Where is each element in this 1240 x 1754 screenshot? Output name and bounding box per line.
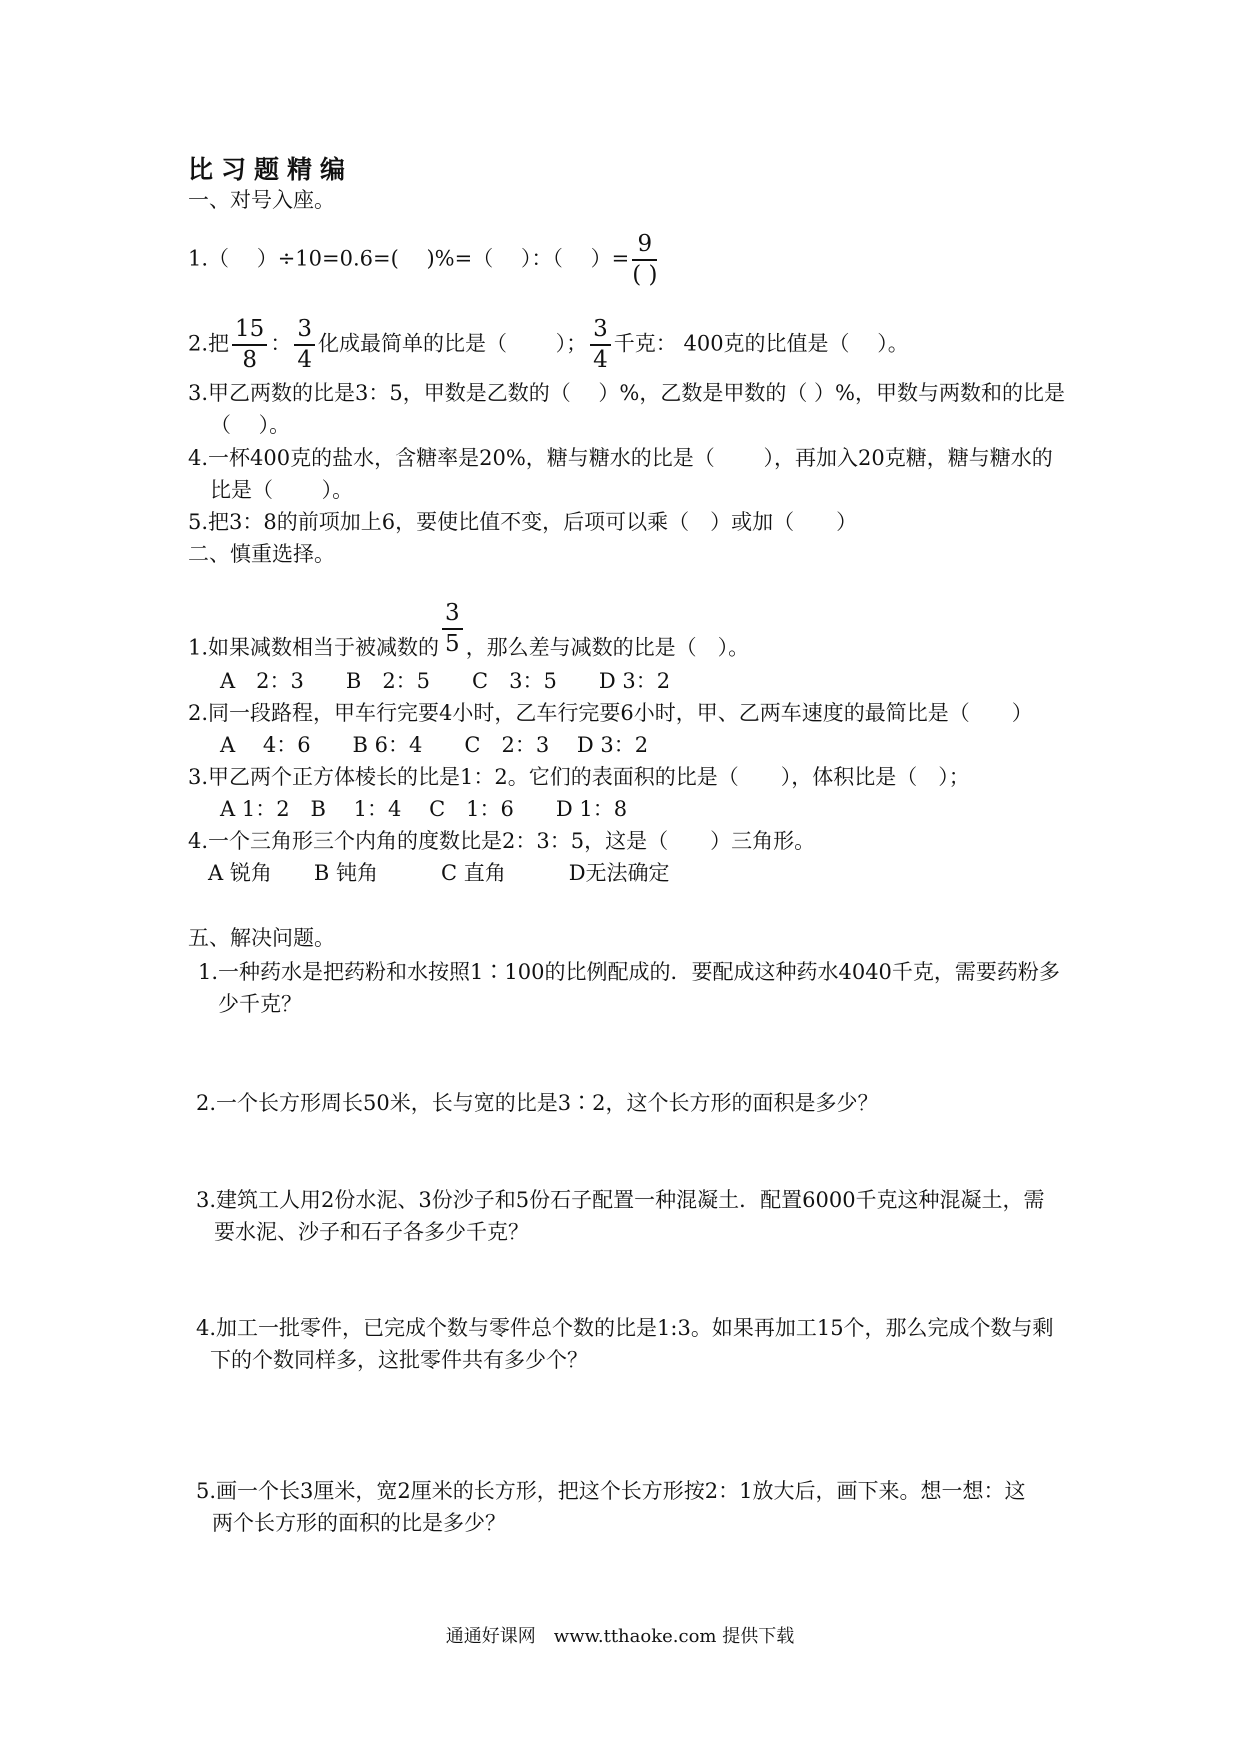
- s5-q3-line-2: 要水泥、沙子和石子各多少千克？: [214, 1220, 529, 1244]
- s1-q2-fraction-3: [590, 318, 611, 372]
- s1-q2-f1-den: 8: [242, 347, 257, 373]
- s2-q1-fraction: [442, 602, 463, 656]
- s1-question-5: 5.把3：8的前项加上6，要使比值不变，后项可以乘（ ）或加（ ）: [188, 510, 858, 534]
- s1-q2-f1-num: 15: [232, 318, 267, 346]
- s1-q2-fraction-2: [294, 318, 315, 372]
- s1-q1-fraction: [632, 233, 657, 287]
- s1-question-1: [188, 233, 660, 287]
- s2-q1-frac-den: 5: [445, 631, 460, 657]
- s1-q2-f2-den: 4: [297, 347, 312, 373]
- s5-q4-line-2: 下的个数同样多，这批零件共有多少个？: [210, 1348, 588, 1372]
- page-title: 比习题精编: [188, 155, 354, 184]
- section-5-heading: 五、解决问题。: [188, 926, 335, 950]
- s1-q1-frac-den: ( ): [632, 262, 658, 288]
- s1-q2-fraction-1: [232, 318, 267, 372]
- s1-q3-line-1: 3.甲乙两数的比是3：5，甲数是乙数的（ ）%，乙数是甲数的（ ）%，甲数与两数和的比是: [188, 381, 1066, 405]
- s1-q2-colon: ：: [270, 331, 292, 356]
- s5-q2-line-1: 2.一个长方形周长50米，长与宽的比是3∶2，这个长方形的面积是多少？: [196, 1091, 879, 1115]
- s5-q4-line-1: 4.加工一批零件，已完成个数与零件总个数的比是1:3。如果再加工15个，那么完成个数与剩: [196, 1316, 1054, 1340]
- s1-q2-pre: 2.把: [188, 331, 230, 356]
- s2-question-2: 2.同一段路程，甲车行完要4小时，乙车行完要6小时，甲、乙两车速度的最简比是（ ）: [188, 701, 1033, 725]
- s1-question-2: [188, 318, 909, 372]
- s5-q1-line-1: 1.一种药水是把药粉和水按照1∶100的比例配成的．要配成这种药水4040千克，需要药粉多: [198, 960, 1060, 984]
- s5-q5-line-1: 5.画一个长3厘米，宽2厘米的长方形，把这个长方形按2：1放大后，画下来。想一想：这: [196, 1479, 1026, 1503]
- s5-q3-line-1: 3.建筑工人用2份水泥、3份沙子和5份石子配置一种混凝土．配置6000千克这种混凝土，需: [196, 1188, 1045, 1212]
- s2-q1-options: A 2：3 B 2：5 C 3：5 D 3：2: [220, 669, 671, 693]
- s2-q2-options: A 4：6 B 6：4 C 2：3 D 3：2: [220, 733, 649, 757]
- s1-q2-mid: 化成最简单的比是（ ）；: [317, 331, 588, 356]
- s2-q1-pre: 1.如果减数相当于被减数的: [188, 635, 440, 660]
- s1-q2-f3-num: 3: [590, 318, 611, 346]
- s1-q4-line-1: 4.一杯400克的盐水，含糖率是20%，糖与糖水的比是（ ），再加入20克糖，糖与糖水的: [188, 446, 1053, 470]
- s1-q3-line-2: （ ）。: [210, 413, 291, 437]
- s1-q1-frac-num: 9: [632, 233, 657, 261]
- s1-q2-f3-den: 4: [593, 347, 608, 373]
- s5-q5-line-2: 两个长方形的面积的比是多少？: [212, 1511, 506, 1535]
- s1-q2-f2-num: 3: [294, 318, 315, 346]
- section-2-heading: 二、慎重选择。: [188, 542, 335, 566]
- s2-q4-options: A 锐角 B 钝角 C 直角 D无法确定: [208, 861, 670, 885]
- s2-question-4: 4.一个三角形三个内角的度数比是2：3：5，这是（ ）三角形。: [188, 829, 816, 853]
- s2-question-3: 3.甲乙两个正方体棱长的比是1：2。它们的表面积的比是（ ），体积比是（ ）；: [188, 765, 970, 789]
- footer-credit: 通通好课网 www.tthaoke.com 提供下载: [445, 1626, 795, 1647]
- section-1-heading: 一、对号入座。: [188, 188, 335, 212]
- s2-q1-frac-num: 3: [442, 602, 463, 630]
- s1-q1-text: 1.（ ）÷10=0.6=( )%=（ ）：（ ）=: [188, 246, 630, 271]
- s2-q3-options: A 1：2 B 1：4 C 1：6 D 1：8: [220, 797, 628, 821]
- s1-q2-post: 千克： 400克的比值是（ ）。: [613, 331, 909, 356]
- s2-q1-post: ，那么差与减数的比是（ ）。: [465, 635, 750, 660]
- s5-q1-line-2: 少千克？: [218, 992, 302, 1016]
- s1-q4-line-2: 比是（ ）。: [210, 478, 354, 502]
